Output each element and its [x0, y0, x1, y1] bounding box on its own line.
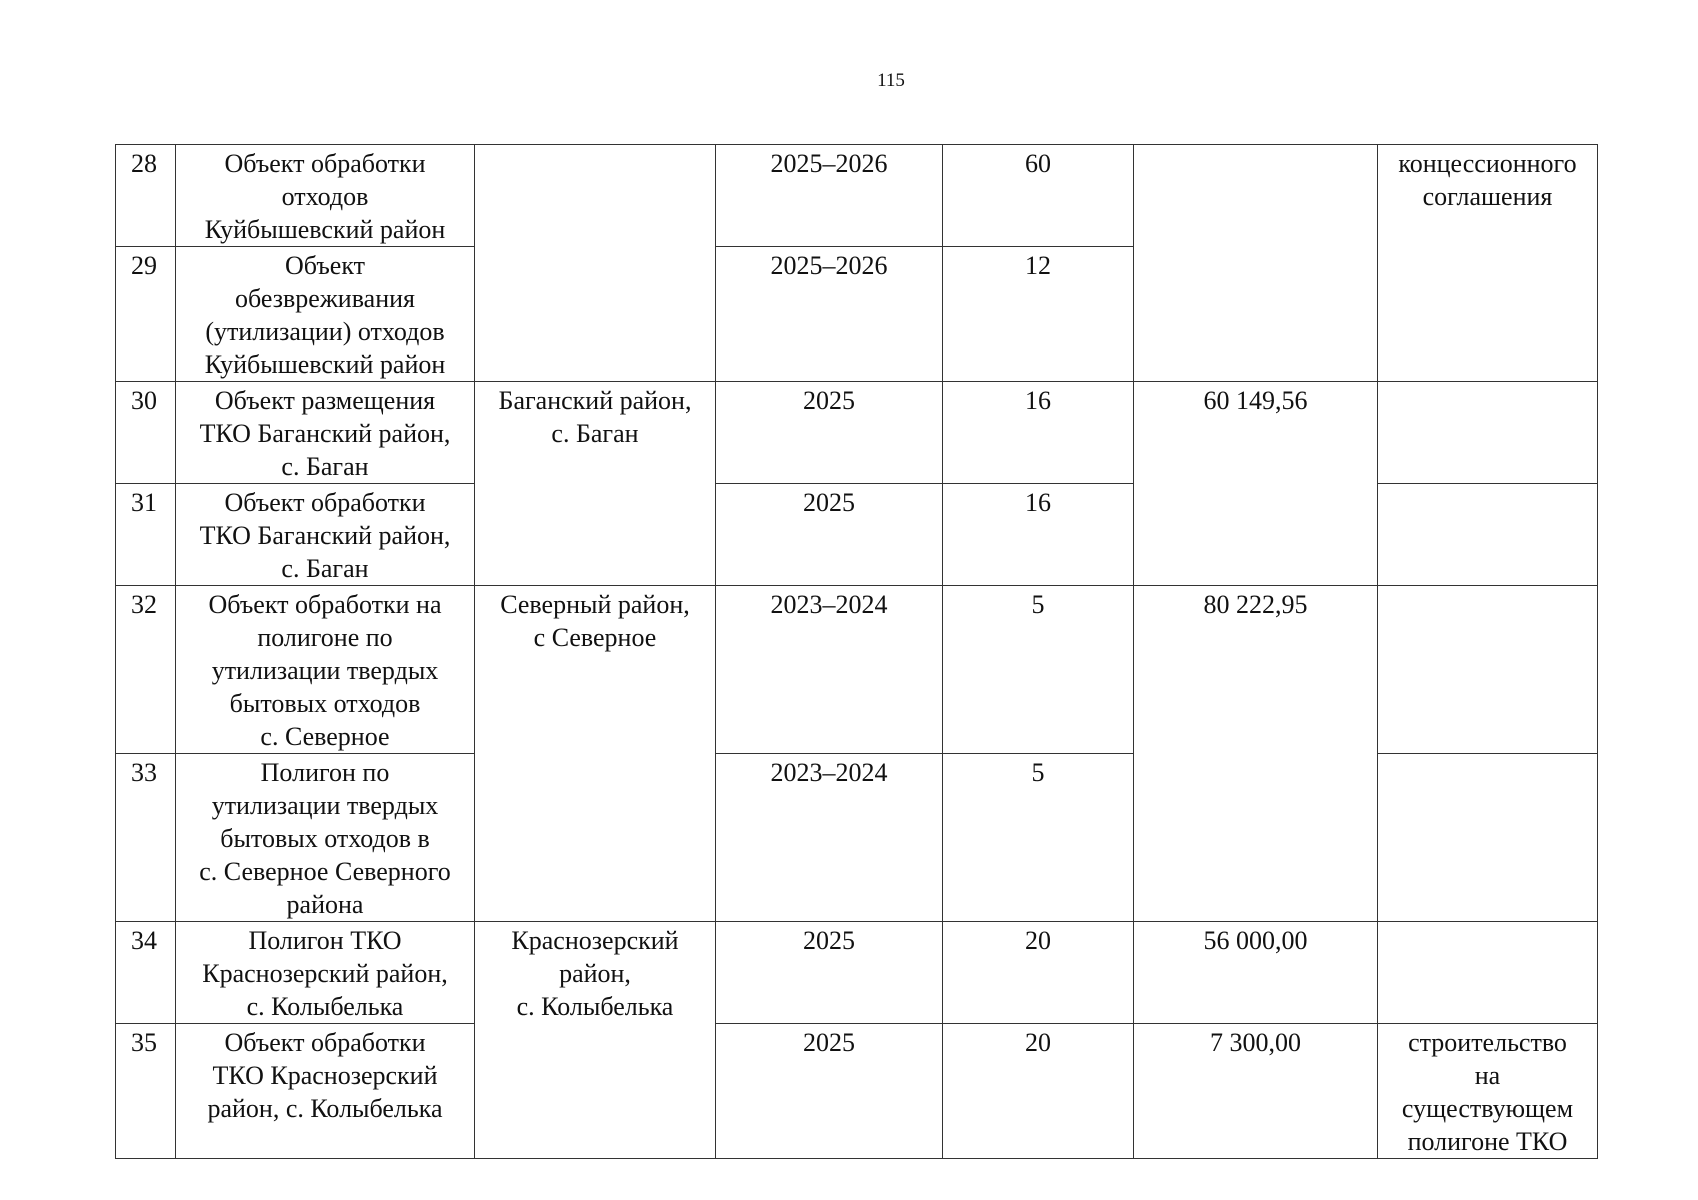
- table-row: [116, 586, 1598, 754]
- location-cell: Краснозерский район, с. Колыбелька: [475, 922, 716, 1159]
- capacity-cell: 16: [943, 382, 1134, 484]
- table-row: [116, 382, 1598, 484]
- cost-cell: 7 300,00: [1134, 1024, 1378, 1159]
- cost-cell: 56 000,00: [1134, 922, 1378, 1024]
- facility-name: Полигон по утилизации твердых бытовых отходов в с. Северное Северного района: [176, 754, 475, 922]
- table-row: [116, 922, 1598, 1024]
- years-cell: 2025: [716, 1024, 943, 1159]
- facility-name: Объект обработки ТКО Краснозерский район, с. Колыбелька: [176, 1024, 475, 1159]
- note-cell: [1378, 484, 1598, 586]
- row-number: 31: [116, 484, 176, 586]
- capacity-cell: 5: [943, 754, 1134, 922]
- cost-cell: 80 222,95: [1134, 586, 1378, 922]
- row-number: 28: [116, 145, 176, 247]
- location-cell: Северный район, с Северное: [475, 586, 716, 922]
- page-number: 115: [877, 70, 905, 91]
- facility-name: Объект обработки отходов Куйбышевский район: [176, 145, 475, 247]
- years-cell: 2025–2026: [716, 145, 943, 247]
- cost-cell: 60 149,56: [1134, 382, 1378, 586]
- years-cell: 2023–2024: [716, 754, 943, 922]
- capacity-cell: 60: [943, 145, 1134, 247]
- note-cell: [1378, 586, 1598, 754]
- facility-name: Объект обезвреживания (утилизации) отходов Куйбышевский район: [176, 247, 475, 382]
- capacity-cell: 20: [943, 922, 1134, 1024]
- row-number: 33: [116, 754, 176, 922]
- note-cell: [1378, 922, 1598, 1024]
- table-row: [116, 1024, 1598, 1159]
- row-number: 32: [116, 586, 176, 754]
- years-cell: 2025: [716, 922, 943, 1024]
- note-cell: концессионного соглашения: [1378, 145, 1598, 382]
- capacity-cell: 5: [943, 586, 1134, 754]
- note-cell: строительство на существующем полигоне ТКО: [1378, 1024, 1598, 1159]
- note-cell: [1378, 382, 1598, 484]
- years-cell: 2025: [716, 484, 943, 586]
- capacity-cell: 12: [943, 247, 1134, 382]
- capacity-cell: 20: [943, 1024, 1134, 1159]
- facilities-table: [115, 144, 1598, 1159]
- facility-name: Полигон ТКО Краснозерский район, с. Колыбелька: [176, 922, 475, 1024]
- note-cell: [1378, 754, 1598, 922]
- table-row: [116, 145, 1598, 247]
- cost-cell: [1134, 145, 1378, 382]
- years-cell: 2025: [716, 382, 943, 484]
- facility-name: Объект обработки ТКО Баганский район, с. Баган: [176, 484, 475, 586]
- facility-name: Объект обработки на полигоне по утилизации твердых бытовых отходов с. Северное: [176, 586, 475, 754]
- location-cell: Баганский район, с. Баган: [475, 382, 716, 586]
- facility-name: Объект размещения ТКО Баганский район, с. Баган: [176, 382, 475, 484]
- row-number: 35: [116, 1024, 176, 1159]
- years-cell: 2025–2026: [716, 247, 943, 382]
- row-number: 29: [116, 247, 176, 382]
- location-cell: [475, 145, 716, 382]
- years-cell: 2023–2024: [716, 586, 943, 754]
- capacity-cell: 16: [943, 484, 1134, 586]
- row-number: 30: [116, 382, 176, 484]
- row-number: 34: [116, 922, 176, 1024]
